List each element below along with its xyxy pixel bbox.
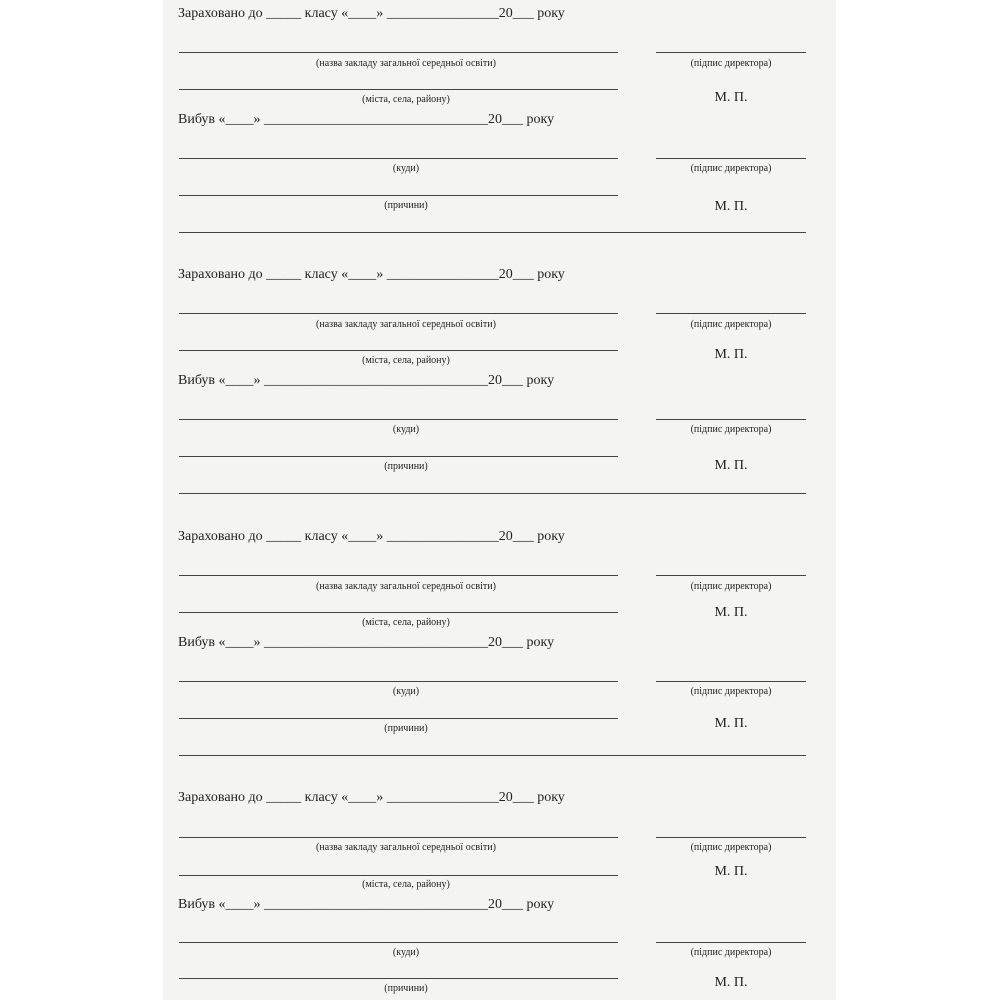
left-line: Вибув «____» ________________________________20___ року <box>178 112 555 127</box>
record-separator-line <box>179 232 806 233</box>
director-signature-caption: (підпис директора) <box>690 947 772 958</box>
place-line <box>179 350 618 351</box>
registration-form-page <box>163 0 836 1000</box>
enrolled-line: Зараховано до _____ класу «____» ________________20___ року <box>178 267 565 282</box>
enrollment-record-4 <box>163 784 836 1000</box>
director-signature-line <box>656 158 806 159</box>
director-signature-line <box>656 837 806 838</box>
reason-caption: (причини) <box>384 983 428 994</box>
institution-caption: (назва закладу загальної середньої освіти) <box>316 842 496 853</box>
reason-caption: (причини) <box>384 461 428 472</box>
institution-line <box>179 575 618 576</box>
where-line <box>179 158 618 159</box>
institution-caption: (назва закладу загальної середньої освіти) <box>316 581 496 592</box>
where-line <box>179 419 618 420</box>
place-line <box>179 89 618 90</box>
stamp-label: М. П. <box>714 605 748 620</box>
director-signature-caption: (підпис директора) <box>690 319 772 330</box>
institution-line <box>179 313 618 314</box>
director-signature-caption: (підпис директора) <box>690 686 772 697</box>
stamp-label: М. П. <box>714 458 748 473</box>
enrollment-record-3 <box>163 523 836 785</box>
reason-caption: (причини) <box>384 200 428 211</box>
director-signature-line <box>656 942 806 943</box>
left-line: Вибув «____» ________________________________20___ року <box>178 897 555 912</box>
director-signature-caption: (підпис директора) <box>690 581 772 592</box>
enrollment-record-2 <box>163 261 836 523</box>
director-signature-line <box>656 313 806 314</box>
director-signature-line <box>656 575 806 576</box>
stamp-label: М. П. <box>714 716 748 731</box>
stamp-label: М. П. <box>714 975 748 990</box>
director-signature-line <box>656 419 806 420</box>
enrolled-line: Зараховано до _____ класу «____» ________________20___ року <box>178 529 565 544</box>
where-line <box>179 681 618 682</box>
institution-caption: (назва закладу загальної середньої освіти) <box>316 319 496 330</box>
reason-line <box>179 978 618 979</box>
where-caption: (куди) <box>392 424 420 435</box>
left-line: Вибув «____» ________________________________20___ року <box>178 373 555 388</box>
place-caption: (міста, села, району) <box>362 879 450 890</box>
institution-line <box>179 837 618 838</box>
director-signature-line <box>656 681 806 682</box>
where-caption: (куди) <box>392 947 420 958</box>
director-signature-caption: (підпис директора) <box>690 163 772 174</box>
where-line <box>179 942 618 943</box>
director-signature-caption: (підпис директора) <box>690 58 772 69</box>
stamp-label: М. П. <box>714 199 748 214</box>
stamp-label: М. П. <box>714 864 748 879</box>
where-caption: (куди) <box>392 163 420 174</box>
enrolled-line: Зараховано до _____ класу «____» ________________20___ року <box>178 790 565 805</box>
institution-line <box>179 52 618 53</box>
stamp-label: М. П. <box>714 347 748 362</box>
record-separator-line <box>179 493 806 494</box>
enrolled-line: Зараховано до _____ класу «____» ________________20___ року <box>178 6 565 21</box>
place-line <box>179 875 618 876</box>
reason-caption: (причини) <box>384 723 428 734</box>
director-signature-line <box>656 52 806 53</box>
where-caption: (куди) <box>392 686 420 697</box>
director-signature-caption: (підпис директора) <box>690 424 772 435</box>
reason-line <box>179 718 618 719</box>
place-caption: (міста, села, району) <box>362 617 450 628</box>
record-separator-line <box>179 755 806 756</box>
place-line <box>179 612 618 613</box>
director-signature-caption: (підпис директора) <box>690 842 772 853</box>
place-caption: (міста, села, району) <box>362 355 450 366</box>
left-line: Вибув «____» ________________________________20___ року <box>178 635 555 650</box>
institution-caption: (назва закладу загальної середньої освіти) <box>316 58 496 69</box>
reason-line <box>179 456 618 457</box>
reason-line <box>179 195 618 196</box>
enrollment-record-1 <box>163 0 836 262</box>
place-caption: (міста, села, району) <box>362 94 450 105</box>
stamp-label: М. П. <box>714 90 748 105</box>
